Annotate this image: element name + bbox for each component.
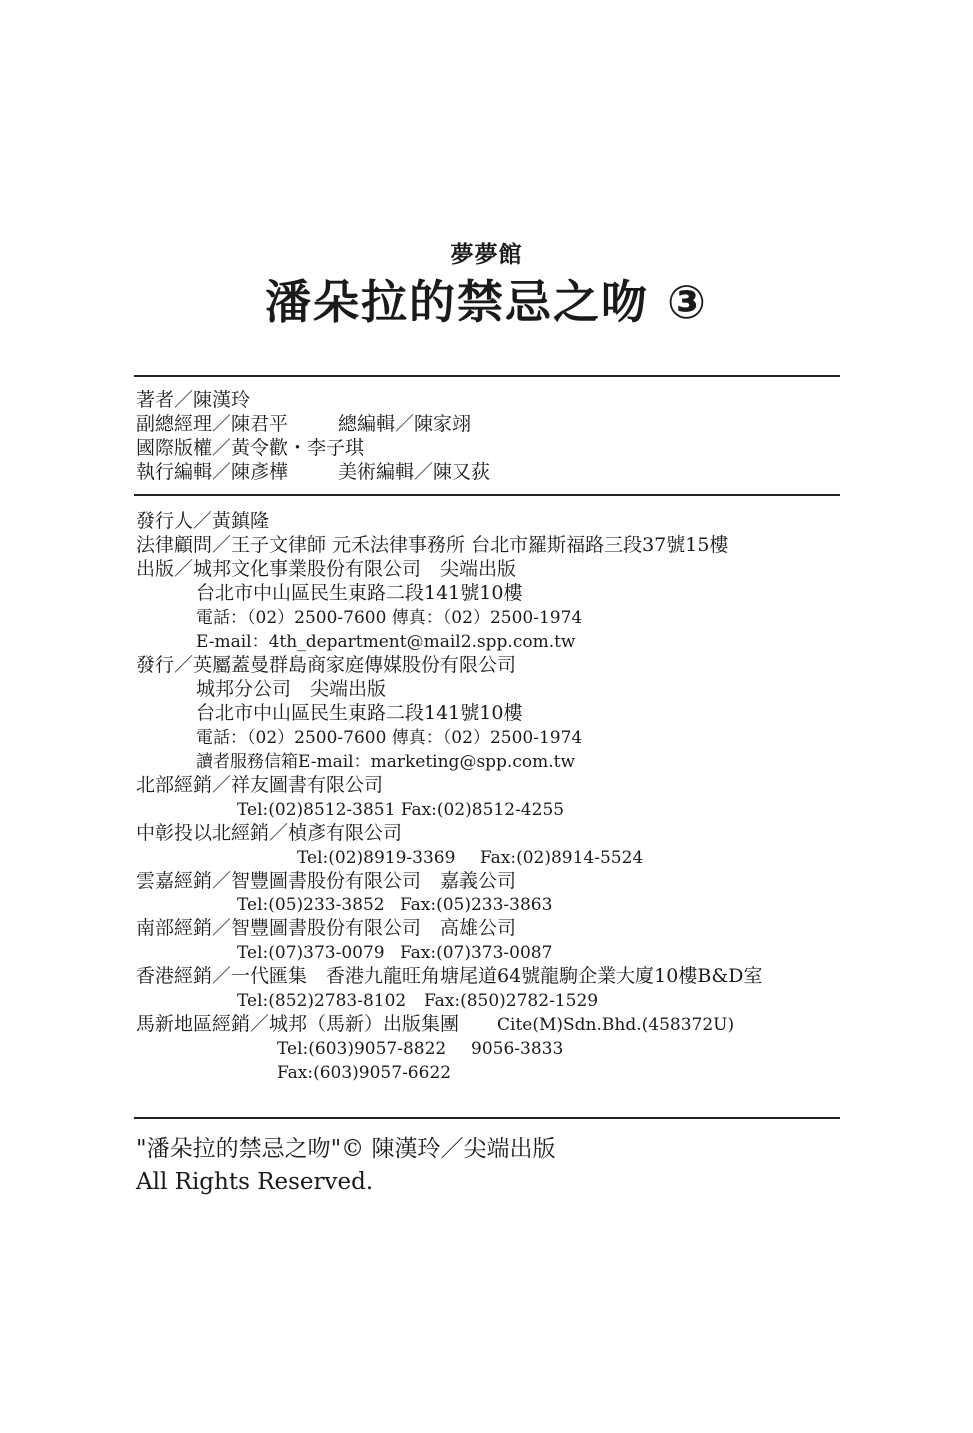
distribute-phone: 電話：（02）2500-7600 傳真：（02）2500-1974 [196,728,583,748]
distribute-address: 台北市中山區民生東路二段141號10樓 [196,702,523,724]
malaysia-fax: Fax:(603)9057-6622 [277,1063,452,1083]
staff-author: 著者／陳漢玲 [136,389,251,411]
south-tel: Tel:(07)373-0079 [237,943,385,963]
malaysia-company: Cite(M)Sdn.Bhd.(458372U) [497,1015,735,1035]
divider-middle [134,494,840,496]
south-distributor: 南部經銷／智豐圖書股份有限公司 高雄公司 [136,917,517,939]
divider-bottom [134,1117,840,1119]
central-distributor: 中彰投以北經銷／楨彥有限公司 [136,822,403,844]
staff-deputy-gm: 副總經理／陳君平 [136,413,289,435]
central-tel: Tel:(02)8919-3369 [297,848,456,868]
north-distributor: 北部經銷／祥友圖書有限公司 [136,774,384,796]
chiayi-distributor: 雲嘉經銷／智豐圖書股份有限公司 嘉義公司 [136,870,517,892]
publisher-address: 台北市中山區民生東路二段141號10樓 [196,582,523,604]
north-contact: Tel:(02)8512-3851 Fax:(02)8512-4255 [237,800,565,820]
hongkong-fax: Fax:(850)2782-1529 [424,991,599,1011]
publisher-email: E-mail：4th_department@mail2.spp.com.tw [196,632,576,652]
publisher-phone: 電話：（02）2500-7600 傳真：（02）2500-1974 [196,608,583,628]
series-name: 夢夢館 [450,242,523,268]
publisher-legal: 法律顧問／王子文律師 元禾法律事務所 台北市羅斯福路三段37號15樓 [136,534,729,556]
malaysia-distributor: 馬新地區經銷／城邦（馬新）出版集團 [136,1013,460,1035]
reader-service-email: 讀者服務信箱E-mail：marketing@spp.com.tw [196,752,575,772]
staff-art-editor: 美術編輯／陳又荻 [338,461,491,483]
malaysia-tel: Tel:(603)9057-8822 [277,1039,447,1059]
publisher-publish: 出版／城邦文化事業股份有限公司 尖端出版 [136,558,517,580]
publisher-issuer: 發行人／黃鎮隆 [136,510,270,532]
south-fax: Fax:(07)373-0087 [400,943,553,963]
chiayi-fax: Fax:(05)233-3863 [400,895,553,915]
distribute-company: 發行／英屬蓋曼群島商家庭傳媒股份有限公司 [136,654,517,676]
book-title: 潘朵拉的禁忌之吻 ③ [265,275,708,329]
rights-reserved: All Rights Reserved. [136,1169,374,1195]
central-fax: Fax:(02)8914-5524 [480,848,644,868]
hongkong-distributor: 香港經銷／一代匯集 香港九龍旺角塘尾道64號龍駒企業大廈10樓B&D室 [136,965,763,987]
hongkong-tel: Tel:(852)2783-8102 [237,991,407,1011]
divider-top [134,375,840,377]
malaysia-tel2: 9056-3833 [471,1039,564,1059]
copyright-notice: "潘朵拉的禁忌之吻"© 陳漢玲／尖端出版 [136,1136,556,1162]
staff-intl-rights: 國際版權／黃令歡・李子琪 [136,437,365,459]
staff-exec-editor: 執行編輯／陳彥樺 [136,461,289,483]
distribute-branch: 城邦分公司 尖端出版 [196,678,387,700]
chiayi-tel: Tel:(05)233-3852 [237,895,385,915]
staff-chief-editor: 總編輯／陳家翊 [338,413,472,435]
